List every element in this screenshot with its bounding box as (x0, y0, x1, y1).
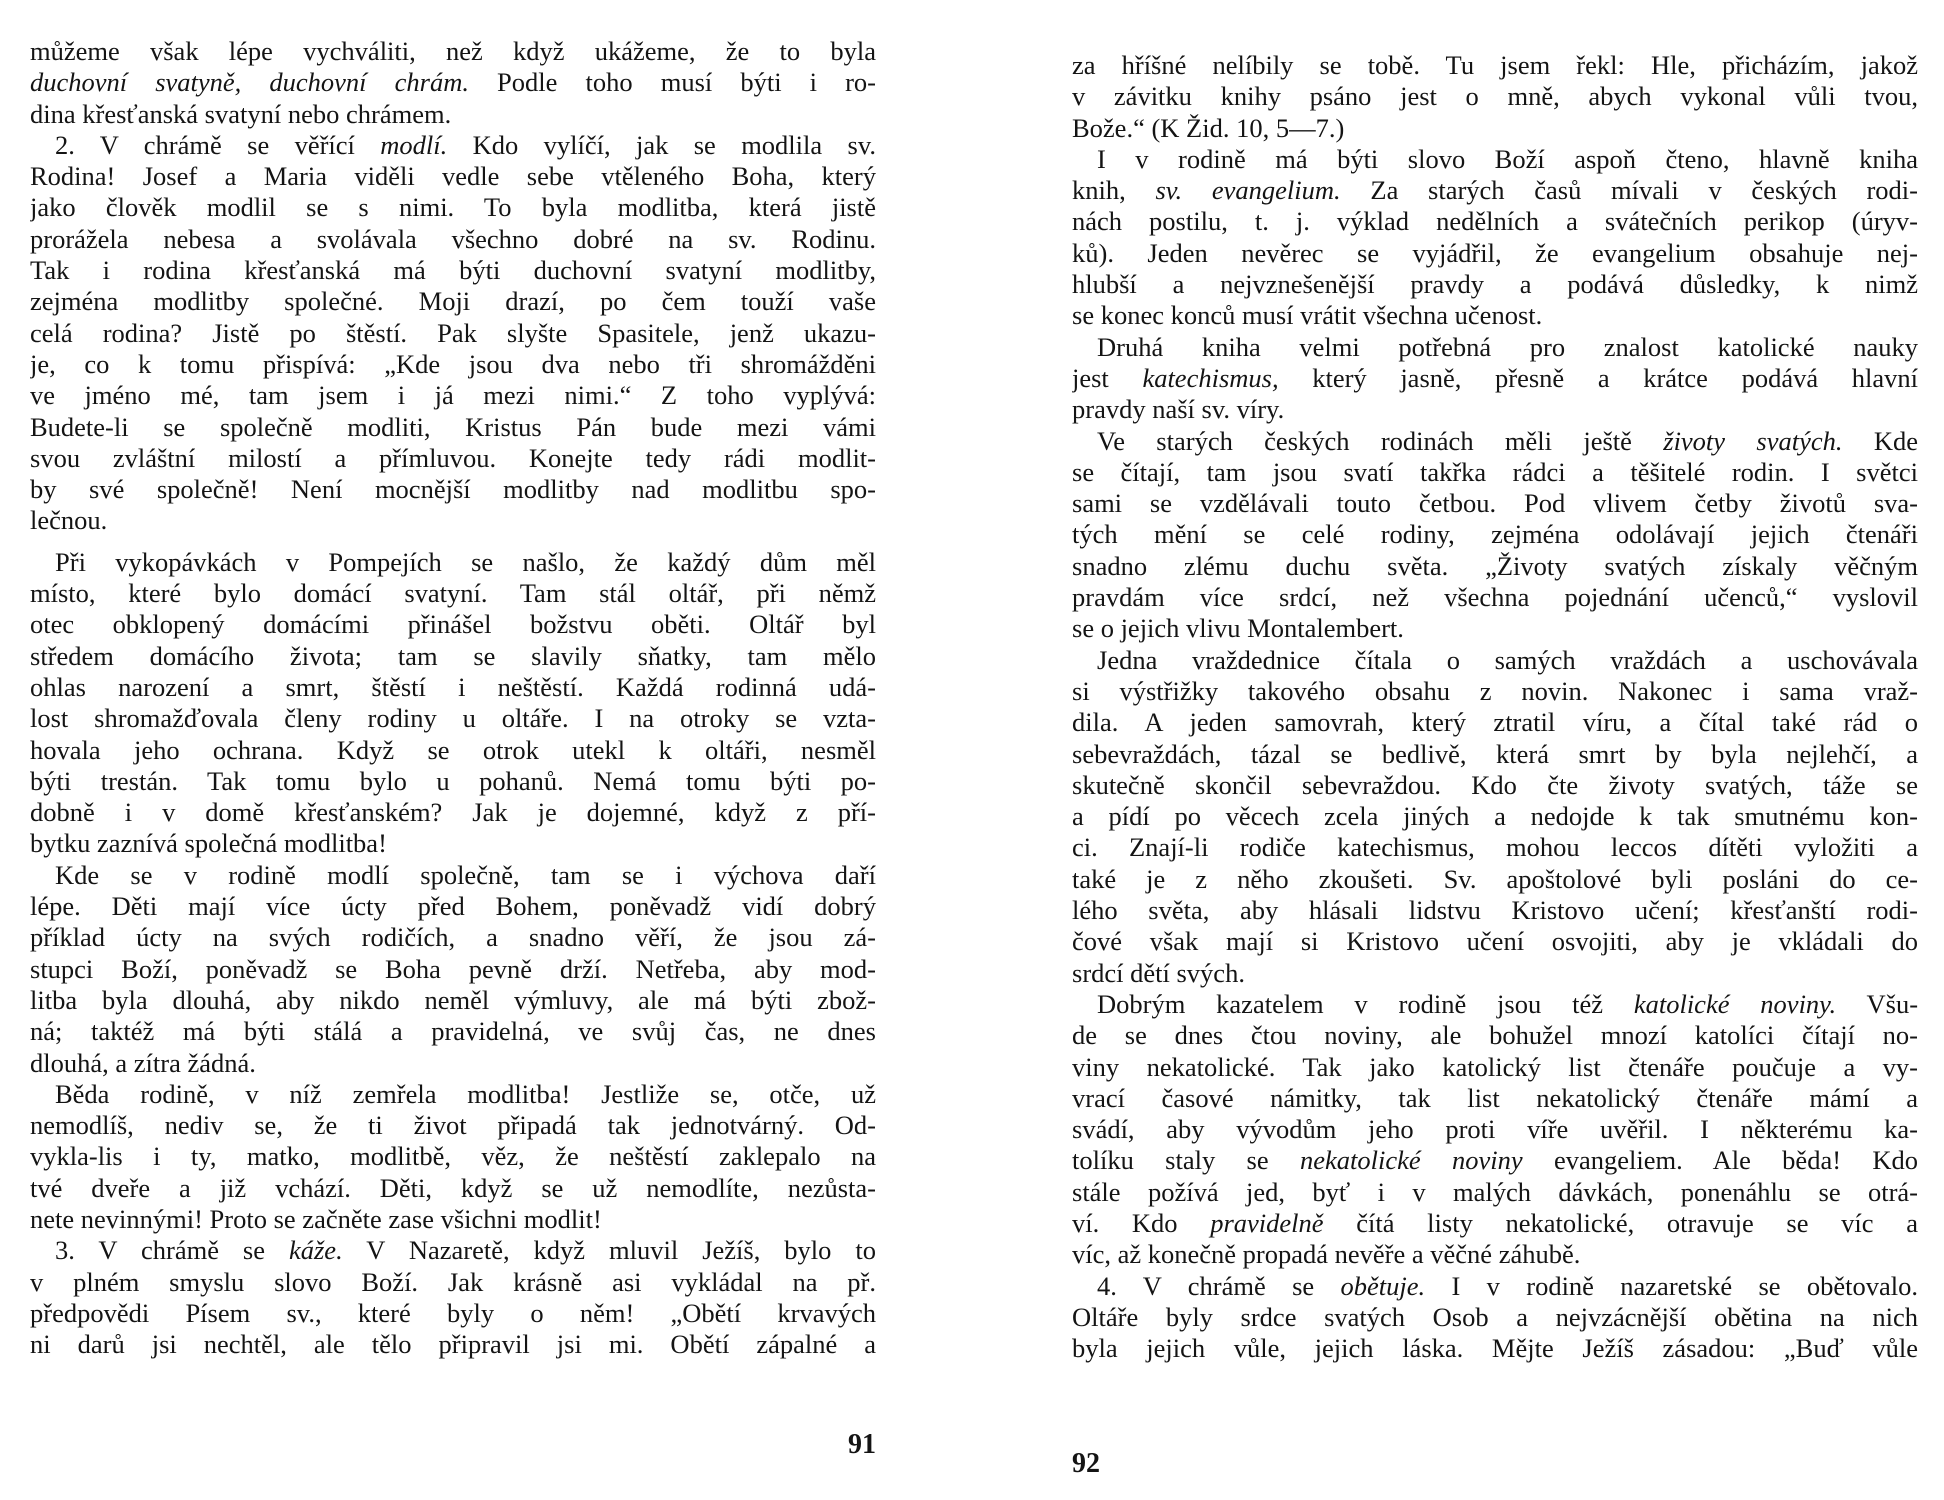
text-line (30, 224, 876, 255)
text-run: tých mění se celé rodiny, zejména odolávají jejich čtenáři (1072, 519, 1918, 550)
text-line (30, 1079, 876, 1110)
text-line (30, 1016, 876, 1047)
text-line (30, 36, 876, 67)
emphasized-text: káže. (288, 1235, 343, 1266)
text-run: ohlas narození a smrt, štěstí i neštěstí. Každá rodinná udá- (30, 671, 876, 702)
text-run: by své společně! Není mocnější modlitby nad modlitbu spo- (30, 474, 876, 505)
page-number: 91 (848, 1429, 876, 1460)
text-line (1072, 50, 1918, 81)
text-run: Bože.“ (K Žid. 10, 5—7.) (1072, 112, 1345, 143)
text-run: za hříšné nelíbily se tobě. Tu jsem řekl: Hle, přicházím, jakož (1072, 50, 1918, 80)
text-run: de se dnes čtou noviny, ale bohužel mnozí katolíci čítají no- (1072, 1020, 1918, 1051)
text-line (30, 255, 876, 286)
text-run: 4. V chrámě se (1097, 1270, 1341, 1301)
text-line (1072, 1333, 1918, 1364)
text-line (1072, 519, 1918, 550)
text-line (30, 860, 876, 891)
left-page (30, 0, 876, 1500)
text-line (30, 412, 876, 443)
text-line (30, 828, 876, 859)
text-run: se čítají, tam jsou svatí takřka rádci a těšitelé rodin. I světci (1072, 456, 1918, 487)
text-line (1072, 1145, 1918, 1176)
text-run: skutečně skončil sebevraždou. Kdo čte životy svatých, táže se (1072, 769, 1918, 800)
text-run: nách postilu, t. j. výklad nedělních a svátečních perikop (úryv- (1072, 206, 1918, 237)
text-run: příklad úcty na svých rodičích, a snadno věří, že jsou zá- (30, 922, 876, 953)
text-line (1072, 958, 1918, 989)
text-run: vykla-lis i ty, matko, modlitbě, věz, že neštěstí zaklepalo na (30, 1141, 876, 1172)
text-line (1072, 332, 1918, 363)
text-line (1072, 144, 1918, 175)
text-line (1072, 300, 1918, 331)
emphasized-text: katolické noviny. (1633, 988, 1837, 1019)
text-line (30, 349, 876, 380)
text-line (30, 1329, 876, 1360)
text-line (30, 380, 876, 411)
text-line (30, 318, 876, 349)
text-line (30, 161, 876, 192)
text-run: srdcí dětí svých. (1072, 957, 1245, 988)
text-line (30, 192, 876, 223)
text-run: Ve starých českých rodinách měli ještě (1097, 425, 1664, 456)
text-line (30, 474, 876, 505)
text-run: V Nazaretě, když mluvil Ježíš, bylo to (342, 1235, 876, 1266)
text-line (1072, 926, 1918, 957)
text-run: Druhá kniha velmi potřebná pro znalost katolické nauky (1097, 331, 1918, 362)
text-line (1072, 175, 1918, 206)
text-line (30, 703, 876, 734)
text-run: předpovědi Písem sv., které byly o něm! „Obětí krvavých (30, 1297, 876, 1328)
text-run: 2. V chrámě se věřící (55, 129, 381, 160)
text-line (1072, 394, 1918, 425)
text-line (1072, 363, 1918, 394)
text-line (30, 1173, 876, 1204)
text-run: vrací časové námitky, tak list nekatolický čtenáře mámí a (1072, 1082, 1918, 1113)
text-line (30, 505, 876, 536)
text-run: svou zvláštní milostí a přímluvou. Konejte tedy rádi modlit- (30, 442, 876, 473)
text-run: víc, až konečně propadá nevěře a věčné záhubě. (1072, 1239, 1581, 1270)
text-line (30, 609, 876, 640)
text-run: knih, (1072, 175, 1156, 206)
text-run: a pídí po věcech zcela jiných a nedojde k tak smutnému kon- (1072, 801, 1918, 832)
text-line (30, 891, 876, 922)
text-run: pravdy naší sv. víry. (1072, 394, 1285, 425)
text-run: se o jejich vlivu Montalembert. (1072, 613, 1404, 644)
text-run: lečnou. (30, 505, 108, 536)
text-run: ví. Kdo (1072, 1207, 1211, 1238)
text-line (1072, 1302, 1918, 1333)
text-run: ni darů jsi nechtěl, ale tělo připravil jsi mi. Obětí zápalné a (30, 1329, 876, 1360)
text-run: lost shromažďovala členy rodiny u oltáře. I na otroky se vzta- (30, 703, 876, 734)
text-line (30, 1048, 876, 1079)
text-run: čítá listy nekatolické, otravuje se víc a (1323, 1207, 1918, 1238)
text-run: Tak i rodina křesťanská má býti duchovní svatyní modlitby, (30, 255, 876, 286)
text-line (1072, 1239, 1918, 1270)
text-run: svádí, aby vývodům jeho proti víře uvěřil. I některému ka- (1072, 1114, 1918, 1145)
text-line (1072, 582, 1918, 613)
text-run: středem domácího života; tam se slavily sňatky, tam mělo (30, 640, 876, 671)
text-run: Kde se v rodině modlí společně, tam se i výchova daří (55, 859, 876, 890)
text-run: tvé dveře a již vchází. Děti, když se už nemodlíte, nezůsta- (30, 1172, 876, 1203)
text-run: Budete-li se společně modliti, Kristus Pán bude mezi vámi (30, 411, 876, 442)
text-line (1072, 1208, 1918, 1239)
text-run: Při vykopávkách v Pompejích se našlo, že každý dům měl (55, 546, 876, 577)
text-line (30, 641, 876, 672)
text-run: Běda rodině, v níž zemřela modlitba! Jestliže se, otče, už (55, 1078, 876, 1109)
text-line (1072, 488, 1918, 519)
text-run: Kdo vylíčí, jak se modlila sv. (447, 129, 876, 160)
text-run: celá rodina? Jistě po štěstí. Pak slyšte Spasitele, jenž ukazu- (30, 317, 876, 348)
text-line (1072, 645, 1918, 676)
text-line (1072, 81, 1918, 112)
text-run: Všu- (1836, 988, 1918, 1019)
text-run: litba byla dlouhá, aby nikdo neměl výmluvy, ale má býti zbož- (30, 984, 876, 1015)
text-run: dina křesťanská svatyní nebo chrámem. (30, 98, 452, 129)
text-line (30, 922, 876, 953)
text-run: Kde (1842, 425, 1918, 456)
text-line (1072, 113, 1918, 144)
text-run: Oltáře byly srdce svatých Osob a nejvzácnější obětina na nich (1072, 1301, 1918, 1332)
text-run: se konec konců musí vrátit všechna učenost. (1072, 300, 1543, 331)
text-run: Dobrým kazatelem v rodině jsou též (1097, 988, 1634, 1019)
text-line (30, 286, 876, 317)
text-line (30, 954, 876, 985)
text-run: 3. V chrámě se (55, 1235, 289, 1266)
text-run: je, co k tomu přispívá: „Kde jsou dva nebo tři shromážděni (30, 348, 876, 379)
text-run: můžeme však lépe vychváliti, než když ukážeme, že to byla (30, 36, 876, 66)
text-line (30, 67, 876, 98)
text-run: ve jméno mé, tam jsem i já mezi nimi.“ Z toho vyplývá: (30, 380, 876, 411)
text-line (1072, 989, 1918, 1020)
text-run: jako člověk modlil se s nimi. To byla modlitba, která jistě (30, 192, 876, 223)
text-run: lépe. Děti mají více úcty před Bohem, poněvadž vidí dobrý (30, 891, 876, 922)
text-line (1072, 801, 1918, 832)
right-page-text (1072, 50, 1918, 1364)
text-run: v plném smyslu slovo Boží. Jak krásně asi vykládal na př. (30, 1266, 876, 1297)
text-line (1072, 206, 1918, 237)
text-line (1072, 238, 1918, 269)
text-run: stupci Boží, poněvadž se Boha pevně drží. Netřeba, aby mod- (30, 953, 876, 984)
left-page-text (30, 36, 876, 1360)
text-run: hovala jeho ochrana. Když se otrok utekl k oltáři, nesměl (30, 734, 876, 765)
text-run: byla jejich vůle, jejich láska. Mějte Ježíš zásadou: „Buď vůle (1072, 1333, 1918, 1364)
emphasized-text: sv. evangelium. (1155, 175, 1341, 206)
text-run: býti trestán. Tak tomu bylo u pohanů. Nemá tomu býti po- (30, 765, 876, 796)
text-run: stále požívá jed, byť i v malých dávkách, ponenáhlu se otrá- (1072, 1176, 1918, 1207)
text-run: zejména modlitby společné. Moji drazí, po čem touží vaše (30, 286, 876, 317)
text-run: jest (1072, 362, 1143, 393)
text-run: tolíku staly se (1072, 1145, 1300, 1176)
text-line (1072, 269, 1918, 300)
text-run: viny nekatolické. Tak jako katolický list čtenáře poučuje a vy- (1072, 1051, 1918, 1082)
text-line (1072, 707, 1918, 738)
text-run: evangeliem. Ale běda! Kdo (1522, 1145, 1918, 1176)
text-line (30, 1204, 876, 1235)
text-run: I v rodině má býti slovo Boží aspoň čteno, hlavně kniha (1097, 143, 1918, 174)
text-line (30, 130, 876, 161)
text-run: nemodlíš, nediv se, že ti život připadá tak jednotvárný. Od- (30, 1110, 876, 1141)
emphasized-text: obětuje. (1340, 1270, 1426, 1301)
text-run: ná; taktéž má býti stálá a pravidelná, ve svůj čas, ne dnes (30, 1016, 876, 1047)
text-line (30, 443, 876, 474)
emphasized-text: nekatolické noviny (1299, 1145, 1523, 1176)
text-line (1072, 613, 1918, 644)
text-run: Za starých časů mívali v českých rodi- (1340, 175, 1918, 206)
text-run: Podle toho musí býti i ro- (468, 67, 876, 98)
text-line (1072, 676, 1918, 707)
text-line (30, 1110, 876, 1141)
text-run: čové však mají si Kristovo učení osvojiti, aby je vkládali do (1072, 926, 1918, 957)
text-run: prorážela nebesa a svolávala všechno dobré na sv. Rodinu. (30, 223, 876, 254)
text-run: místo, které bylo domácí svatyní. Tam stál oltář, při němž (30, 578, 876, 609)
text-line (1072, 1177, 1918, 1208)
text-run: I v rodině nazaretské se obětovalo. (1425, 1270, 1918, 1301)
text-line (30, 766, 876, 797)
text-line (30, 578, 876, 609)
emphasized-text: duchovní svatyně, duchovní chrám. (30, 67, 469, 98)
text-line (1072, 426, 1918, 457)
text-run: ci. Znají-li rodiče katechismus, mohou leccos dítěti vyložiti a (1072, 832, 1918, 863)
text-line (30, 547, 876, 578)
text-run: dlouhá, a zítra žádná. (30, 1047, 256, 1078)
text-run: pravdám více srdcí, než všechna pojednání učenců,“ vyslovil (1072, 582, 1918, 613)
text-line (1072, 770, 1918, 801)
right-page (1072, 0, 1918, 1500)
emphasized-text: modlí. (380, 129, 448, 160)
text-run: nete nevinnými! Proto se začněte zase všichni modlit! (30, 1203, 602, 1234)
text-line (30, 985, 876, 1016)
text-line (30, 672, 876, 703)
text-run: hlubší a nejvznešenější pravdy a podává důsledky, k nimž (1072, 269, 1918, 300)
text-run: v závitku knihy psáno jest o mně, abych vykonal vůli tvou, (1072, 81, 1918, 112)
text-run: bytku zaznívá společná modlitba! (30, 828, 387, 859)
text-run: dila. A jeden samovrah, který ztratil víru, a čítal také rád o (1072, 707, 1918, 738)
page-number: 92 (1072, 1448, 1100, 1479)
text-line (30, 735, 876, 766)
text-line (1072, 1083, 1918, 1114)
text-run: dobně i v domě křesťanském? Jak je dojemné, když z pří- (30, 797, 876, 828)
emphasized-text: katechismus, (1142, 362, 1279, 393)
text-run: si výstřižky takového obsahu z novin. Nakonec i sama vraž- (1072, 675, 1918, 706)
text-line (30, 1298, 876, 1329)
text-line (1072, 895, 1918, 926)
text-line (1072, 739, 1918, 770)
emphasized-text: pravidelně (1210, 1207, 1324, 1238)
text-line (30, 99, 876, 130)
text-line (1072, 1020, 1918, 1051)
text-line (1072, 1271, 1918, 1302)
text-run: otec obklopený domácími přinášel božstvu oběti. Oltář byl (30, 609, 876, 640)
text-line (30, 1235, 876, 1266)
text-run: který jasně, přesně a krátce podává hlavní (1278, 362, 1918, 393)
text-run: Jedna vraždednice čítala o samých vraždách a uschovávala (1097, 644, 1918, 675)
text-line (1072, 1052, 1918, 1083)
text-run: lého světa, aby hlásali lidstvu Kristovo učení; křesťanští rodi- (1072, 895, 1918, 926)
text-line (30, 797, 876, 828)
text-line (30, 1141, 876, 1172)
text-run: sami se vzdělávali touto četbou. Pod vlivem četby životů sva- (1072, 488, 1918, 519)
emphasized-text: životy svatých. (1663, 425, 1843, 456)
text-run: snadno zlému duchu světa. „Životy svatých získaly věčným (1072, 550, 1918, 581)
text-run: Rodina! Josef a Maria viděli vedle sebe vtěleného Boha, který (30, 161, 876, 192)
text-line (30, 1267, 876, 1298)
text-run: ků). Jeden nevěrec se vyjádřil, že evangelium obsahuje nej- (1072, 237, 1918, 268)
text-line (1072, 551, 1918, 582)
text-line (1072, 1114, 1918, 1145)
text-line (1072, 864, 1918, 895)
text-line (1072, 832, 1918, 863)
text-line (1072, 457, 1918, 488)
text-run: také je z něho zkoušeti. Sv. apoštolové byli posláni do ce- (1072, 863, 1918, 894)
text-run: sebevraždách, tázal se bedlivě, která smrt by byla nejlehčí, a (1072, 738, 1918, 769)
